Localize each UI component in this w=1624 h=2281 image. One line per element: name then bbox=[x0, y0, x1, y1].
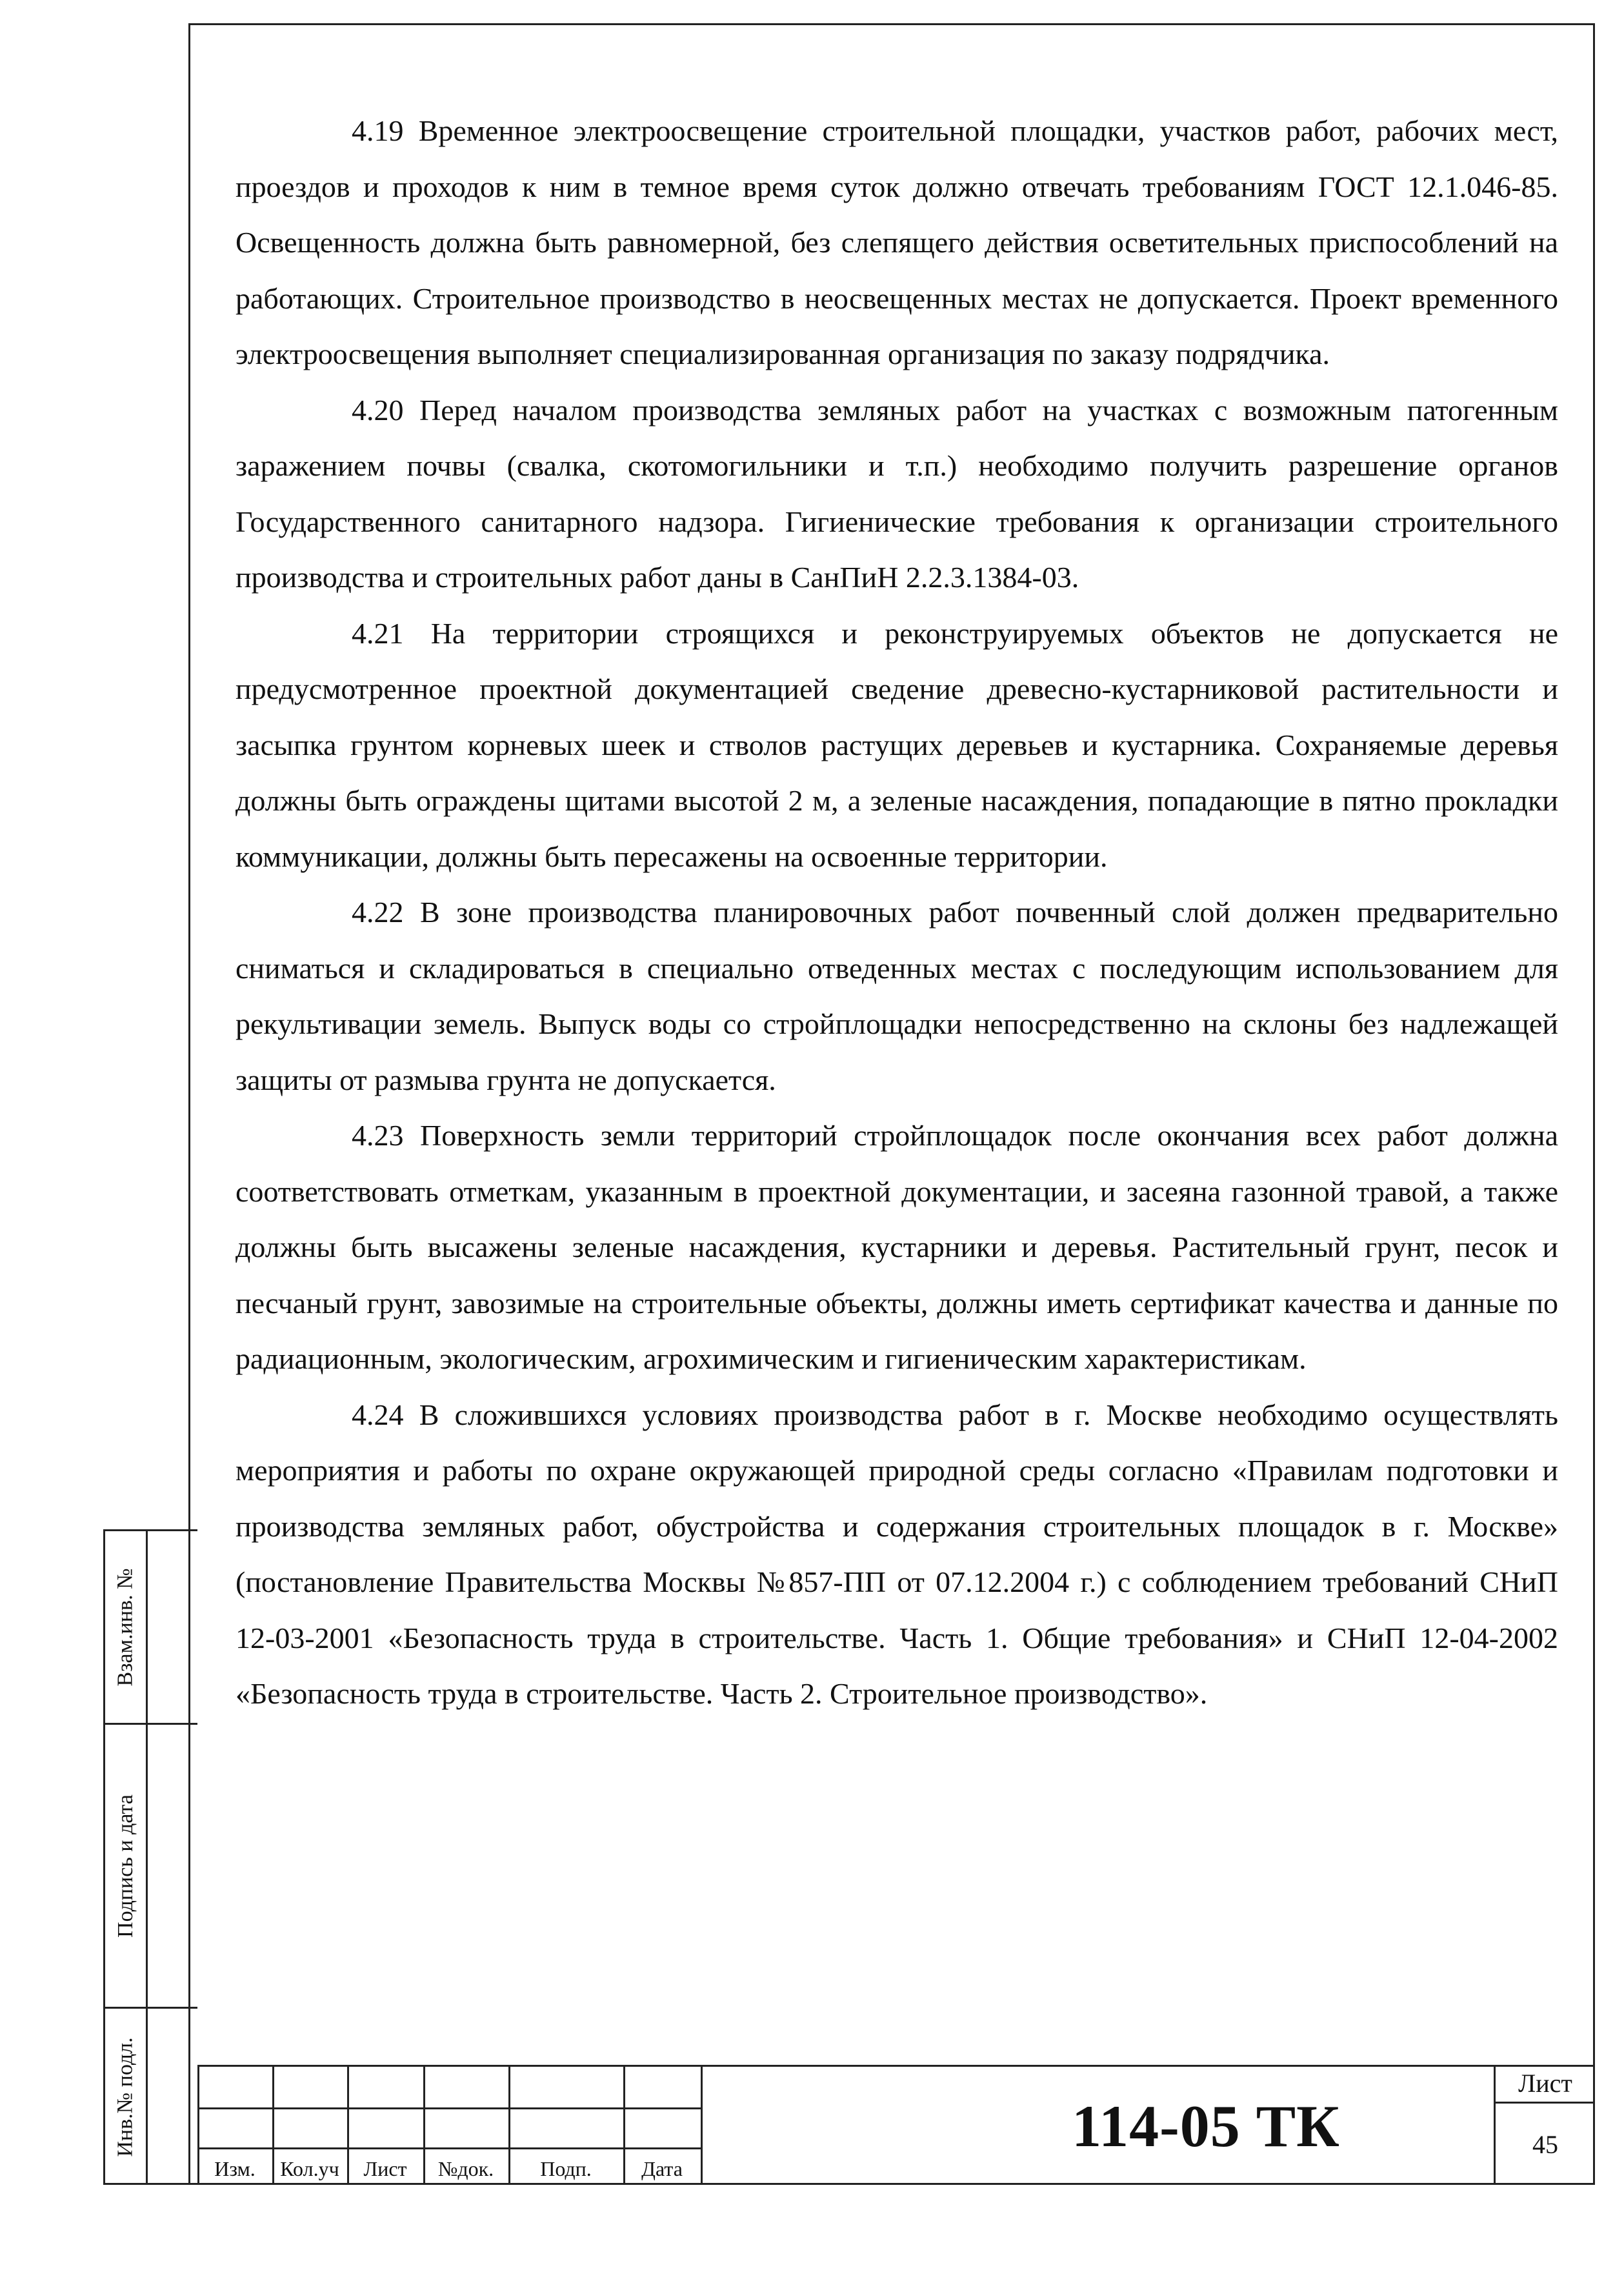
col-sheet: Лист bbox=[363, 2156, 407, 2180]
side-stamp-strip bbox=[103, 1529, 197, 2185]
col-count: Кол.уч bbox=[280, 2156, 339, 2180]
replacement-inv-label: Взам.инв. № bbox=[113, 1567, 137, 1687]
sheet-box bbox=[1494, 2065, 1595, 2185]
col-signature: Подп. bbox=[540, 2156, 592, 2180]
sheet-number: 45 bbox=[1532, 2129, 1558, 2159]
col-date: Дата bbox=[641, 2156, 683, 2180]
side-row-original bbox=[105, 2009, 197, 2185]
paragraph-4-19: 4.19 Временное электроосвещение строительной площадки, участков работ, рабочих мест, проездов и проходов к ним в темное время суток должно отвечать требованиям ГОСТ 12.1.046-85. Освещенность должна быть равномерной, без слепящего действия осветительных приспособлений на работающих. Строительное производство в неосвещенных местах не допускается. Проект временного электроосвещения выполняет специализированная организация по заказу подрядчика. bbox=[236, 114, 1558, 370]
original-inv-label: Инв.№ подл. bbox=[113, 2036, 137, 2157]
col-change: Изм. bbox=[214, 2156, 256, 2180]
paragraph-4-22: 4.22 В зоне производства планировочных работ почвенный слой должен предварительно сниматься и складироваться в специально отведенных местах с последующим использованием для рекультивации земель. Выпуск воды со стройплощадки непосредственно на склоны без надлежащей защиты от размыва грунта не допускается. bbox=[236, 896, 1558, 1096]
revision-table bbox=[197, 2067, 701, 2185]
paragraph-4-21: 4.21 На территории строящихся и реконструируемых объектов не допускается не предусмотренное проектной документацией сведение древесно-кустарниковой растительности и засыпка грунтом корневых шеек и стволов растущих деревьев и кустарника. Сохраняемые деревья должны быть ограждены щитами высотой 2 м, а зеленые насаждения, попадающие в пятно прокладки коммуникации, должны быть пересажены на освоенные территории. bbox=[236, 616, 1558, 873]
paragraph-4-23: 4.23 Поверхность земли территорий стройплощадок после окончания всех работ должна соответствовать отметкам, указанным в проектной документации, и засеяна газонной травой, а также должны быть высажены зеленые насаждения, кустарники и деревья. Растительный грунт, песок и песчаный грунт, завозимые на строительные объекты, должны иметь сертификат качества и данные по радиационным, экологическим, агрохимическим и гигиеническим характеристикам. bbox=[236, 1119, 1558, 1375]
side-row-replacement bbox=[105, 1531, 197, 1725]
document-code: 114-05 ТК bbox=[1072, 2093, 1340, 2159]
side-row-signature bbox=[105, 1725, 197, 2009]
sheet-label: Лист bbox=[1496, 2065, 1595, 2104]
signature-date-label: Подпись и дата bbox=[113, 1794, 137, 1938]
col-doc-number: №док. bbox=[437, 2156, 494, 2180]
title-block bbox=[197, 2065, 1595, 2185]
document-body bbox=[236, 103, 1558, 1722]
paragraph-4-20: 4.20 Перед началом производства земляных работ на участках с возможным патогенным заражением почвы (свалка, скотомогильники и т.п.) необходимо получить разрешение органов Государственного санитарного надзора. Гигиенические требования к организации строительного производства и строительных работ даны в СанПиН 2.2.3.1384-03. bbox=[236, 393, 1558, 594]
paragraph-4-24: 4.24 В сложившихся условиях производства работ в г. Москве необходимо осуществлять мероприятия и работы по охране окружающей природной среды согласно «Правилам подготовки и производства земляных работ, обустройства и содержания строительных площадок в г. Москве» (постановление Правительства Москвы №857-ПП от 07.12.2004 г.) с соблюдением требований СНиП 12-03-2001 «Безопасность труда в строительстве. Часть 1. Общие требования» и СНиП 12-04-2002 «Безопасность труда в строительстве. Часть 2. Строительное производство». bbox=[236, 1398, 1558, 1710]
